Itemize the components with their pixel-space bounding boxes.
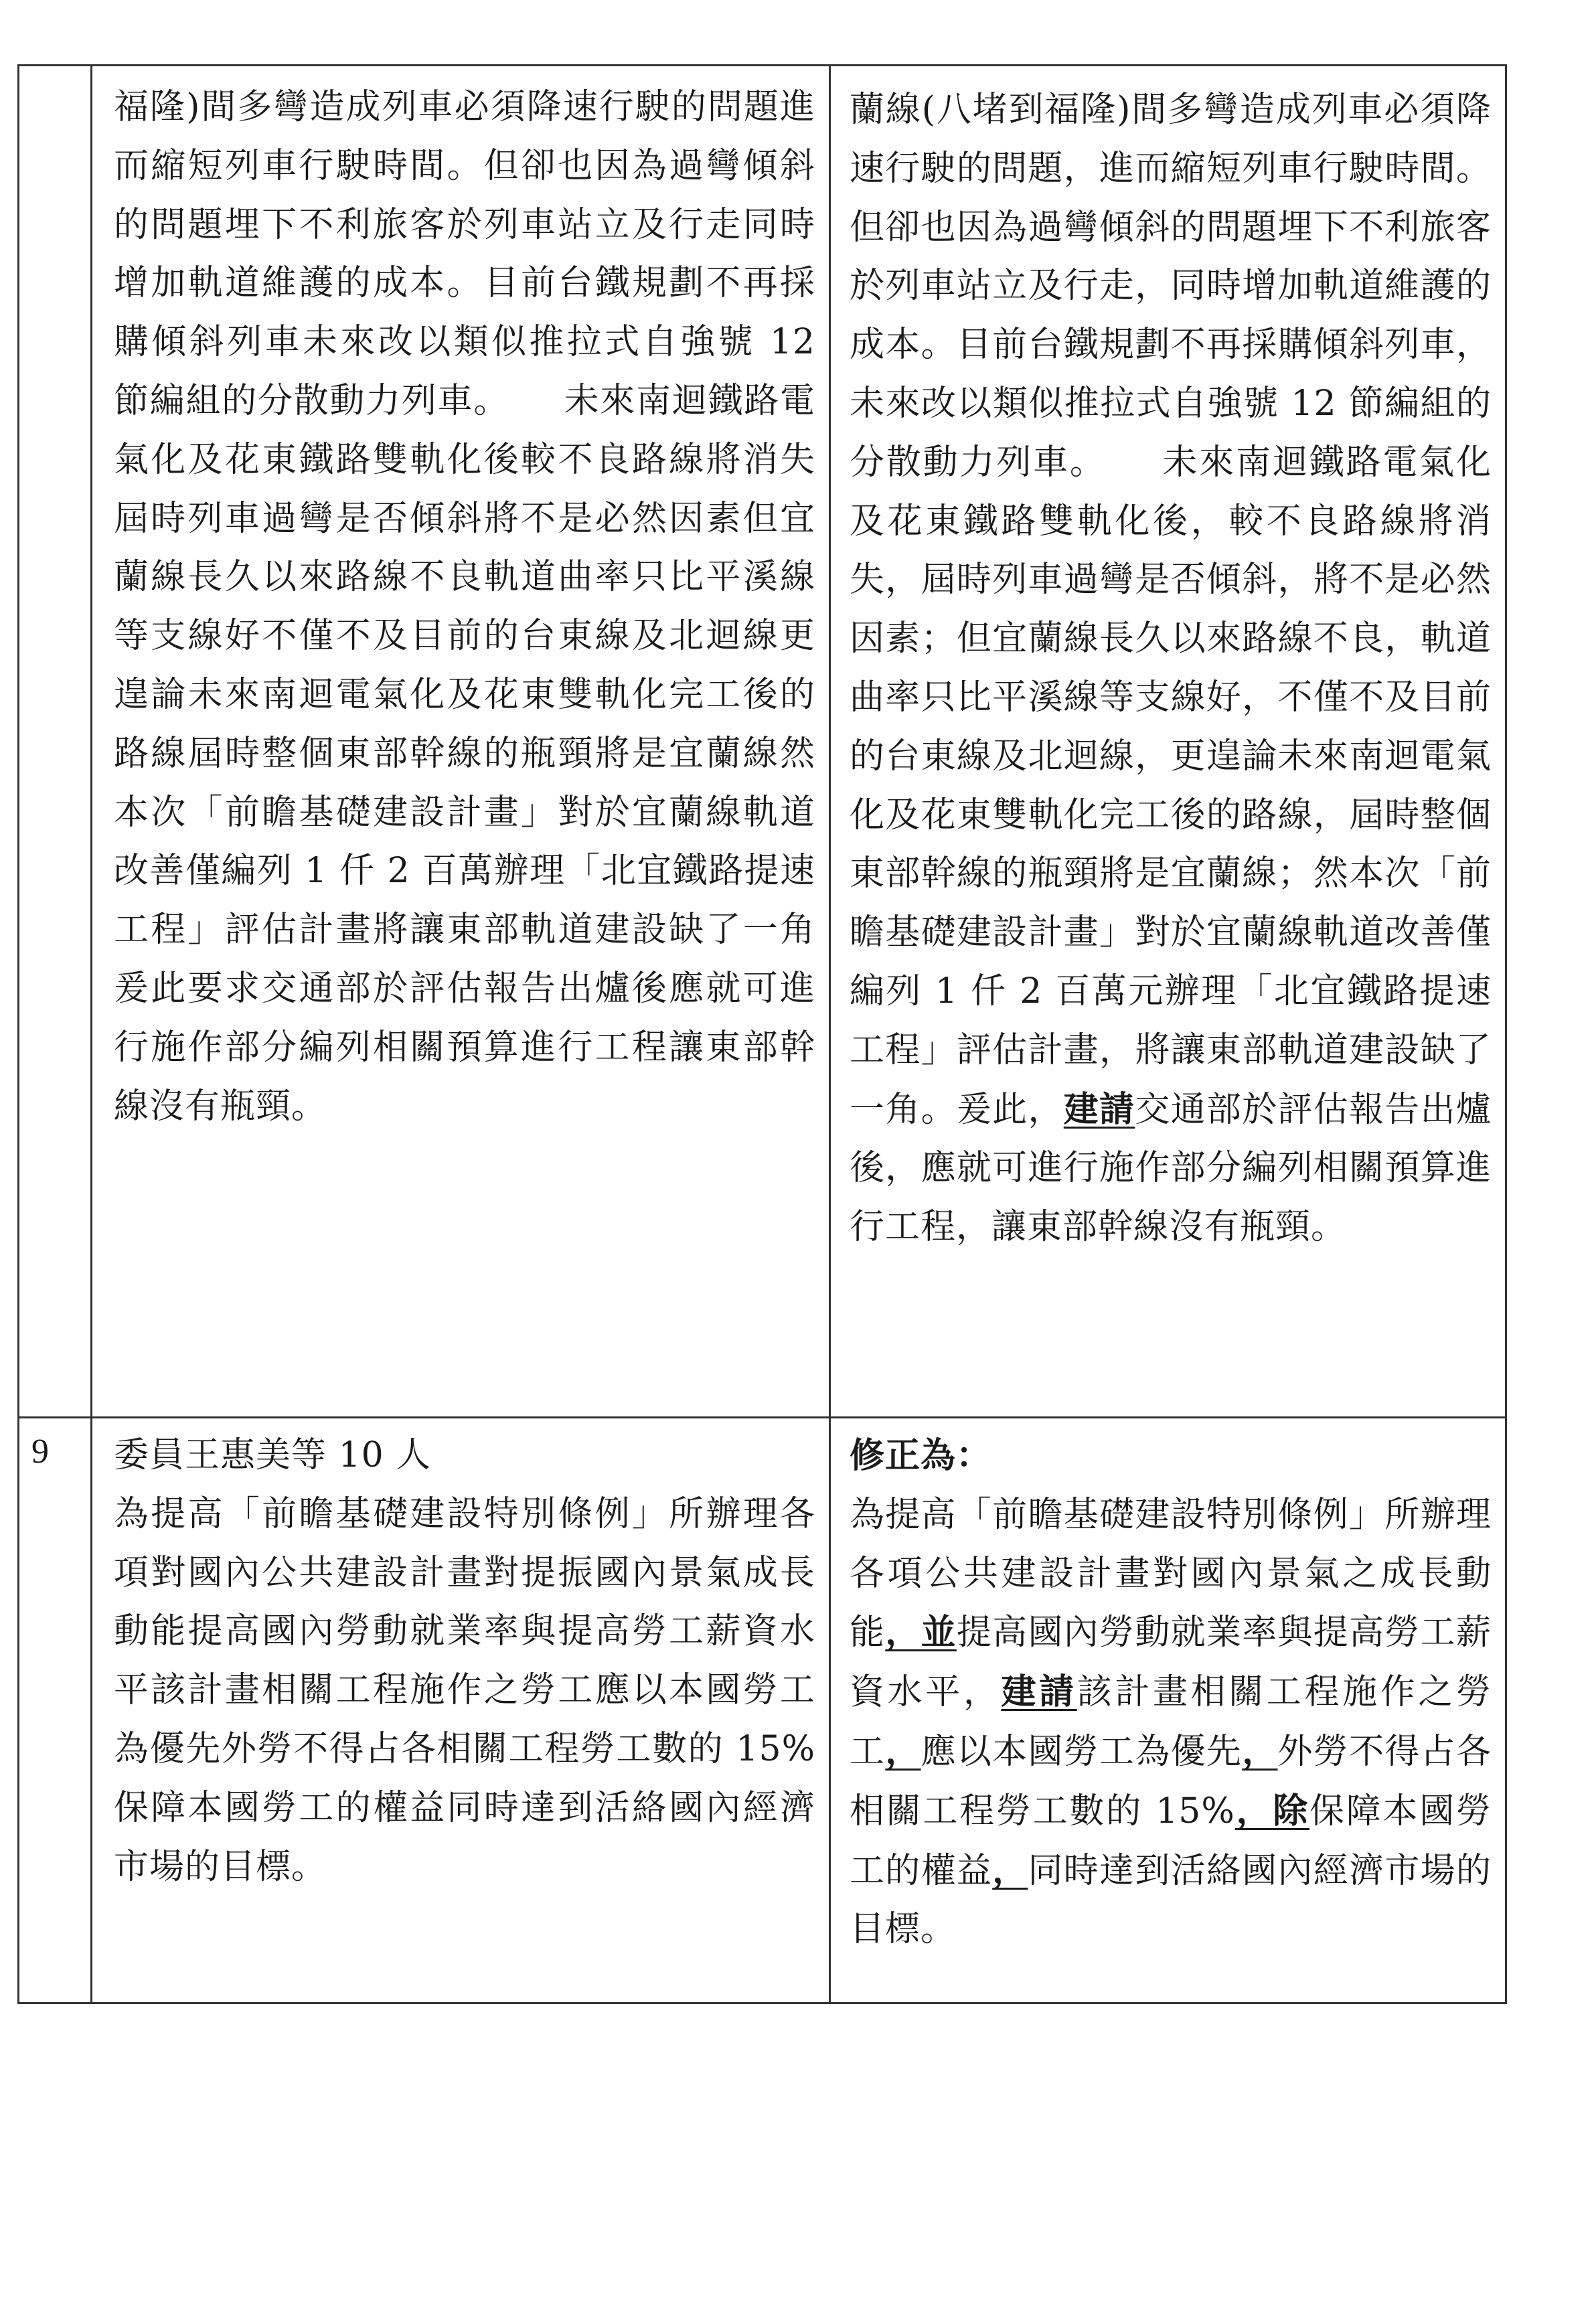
row-number: 9 <box>31 1432 49 1471</box>
row-number-cell <box>19 66 92 1418</box>
revision-heading: 修正為： <box>850 1435 992 1476</box>
proposer: 委員王惠美等 10 人 <box>114 1435 432 1475</box>
original-text-cell <box>92 1418 830 2003</box>
revised-text <box>831 1418 1505 1959</box>
table-row <box>19 1418 1506 2003</box>
revised-emphasis: ， <box>1242 1730 1278 1772</box>
revised-emphasis: 建請 <box>1001 1671 1077 1713</box>
revised-text-part: 為提高「前瞻基礎建設特別條例」所辦理各項公共建設計畫對國內景氣之成長動能 <box>850 1494 1492 1653</box>
revised-text-part: 提高國內勞動就業率與提高勞工薪資水平， <box>850 1613 1492 1713</box>
revised-emphasis: ，除 <box>1234 1790 1310 1831</box>
table-row <box>19 66 1506 1418</box>
revised-text-cell <box>830 1418 1506 2003</box>
revised-text-part: 該計畫相關工程施作之勞工 <box>850 1672 1492 1772</box>
original-text-cell <box>92 66 830 1418</box>
revised-emphasis: ， <box>885 1730 921 1772</box>
revised-emphasis: ，並 <box>885 1612 957 1653</box>
revised-emphasis: ， <box>992 1850 1028 1891</box>
revised-emphasis: 建請 <box>1063 1088 1135 1130</box>
revised-text-part: 應以本國勞工為優先 <box>921 1731 1243 1772</box>
row-number-cell <box>19 1418 92 2003</box>
revised-text-part: 蘭線(八堵到福隆)間多彎造成列車必須降速行駛的問題，進而縮短列車行駛時間。但卻也因為過彎傾斜的問題埋下不利旅客於列車站立及行走，同時增加軌道維護的成本。目前台鐵規劃不再採購傾斜列車，未來改以類似推拉式自強號 12 節編組的分散動力列車。 未來南迴鐵路電氣化及花東鐵路雙軌化後，較不良路線將消失，屆時列車過彎是否傾斜，將不是必然因素；但宜蘭線長久以來路線不良，軌道曲率只比平溪線等支線好，不僅不及目前的台東線及北迴線，更遑論未來南迴電氣化及花東雙軌化完工後的路線，屆時整個東部幹線的瓶頸將是宜蘭線；然本次「前瞻基礎建設計畫」對於宜蘭線軌道改善僅編列 1 仟 2 百萬元辦理「北宜鐵路提速工程」評估計畫，將讓東部軌道建設缺了一角。爰此， <box>850 90 1492 1130</box>
revised-text-part: 保障本國勞工的權益 <box>850 1791 1492 1891</box>
original-text <box>92 1418 829 1896</box>
row-number <box>19 66 90 80</box>
revised-text-cell <box>830 66 1506 1418</box>
revised-text-part: 外勞不得占各相關工程勞工數的 15% <box>850 1731 1492 1831</box>
revised-text <box>831 66 1505 1257</box>
revised-text-part: 交通部於評估報告出爐後，應就可進行施作部分編列相關預算進行工程，讓東部幹線沒有瓶頸。 <box>850 1089 1492 1248</box>
original-body: 為提高「前瞻基礎建設特別條例」所辦理各項對國內公共建設計畫對提振國內景氣成長動能提高國內勞動就業率與提高勞工薪資水平該計畫相關工程施作之勞工應以本國勞工為優先外勞不得占各相關工程勞工數的 15%保障本國勞工的權益同時達到活絡國內經濟市場的目標。 <box>114 1493 815 1887</box>
revised-text-part: 同時達到活絡國內經濟市場的目標。 <box>850 1850 1492 1950</box>
amendment-table <box>17 64 1507 2004</box>
original-text: 福隆)間多彎造成列車必須降速行駛的問題進而縮短列車行駛時間。但卻也因為過彎傾斜的問題埋下不利旅客於列車站立及行走同時增加軌道維護的成本。目前台鐵規劃不再採購傾斜列車未來改以類似推拉式自強號 12 節編組的分散動力列車。 未來南迴鐵路電氣化及花東鐵路雙軌化後較不良路線將消失屆時列車過彎是否傾斜將不是必然因素但宜蘭線長久以來路線不良軌道曲率只比平溪線等支線好不僅不及目前的台東線及北迴線更遑論未來南迴電氣化及花東雙軌化完工後的路線屆時整個東部幹線的瓶頸將是宜蘭線然本次「前瞻基礎建設計畫」對於宜蘭線軌道改善僅編列 1 仟 2 百萬辦理「北宜鐵路提速工程」評估計畫將讓東部軌道建設缺了一角爰此要求交通部於評估報告出爐後應就可進行施作部分編列相關預算進行工程讓東部幹線沒有瓶頸。 <box>114 87 827 1127</box>
